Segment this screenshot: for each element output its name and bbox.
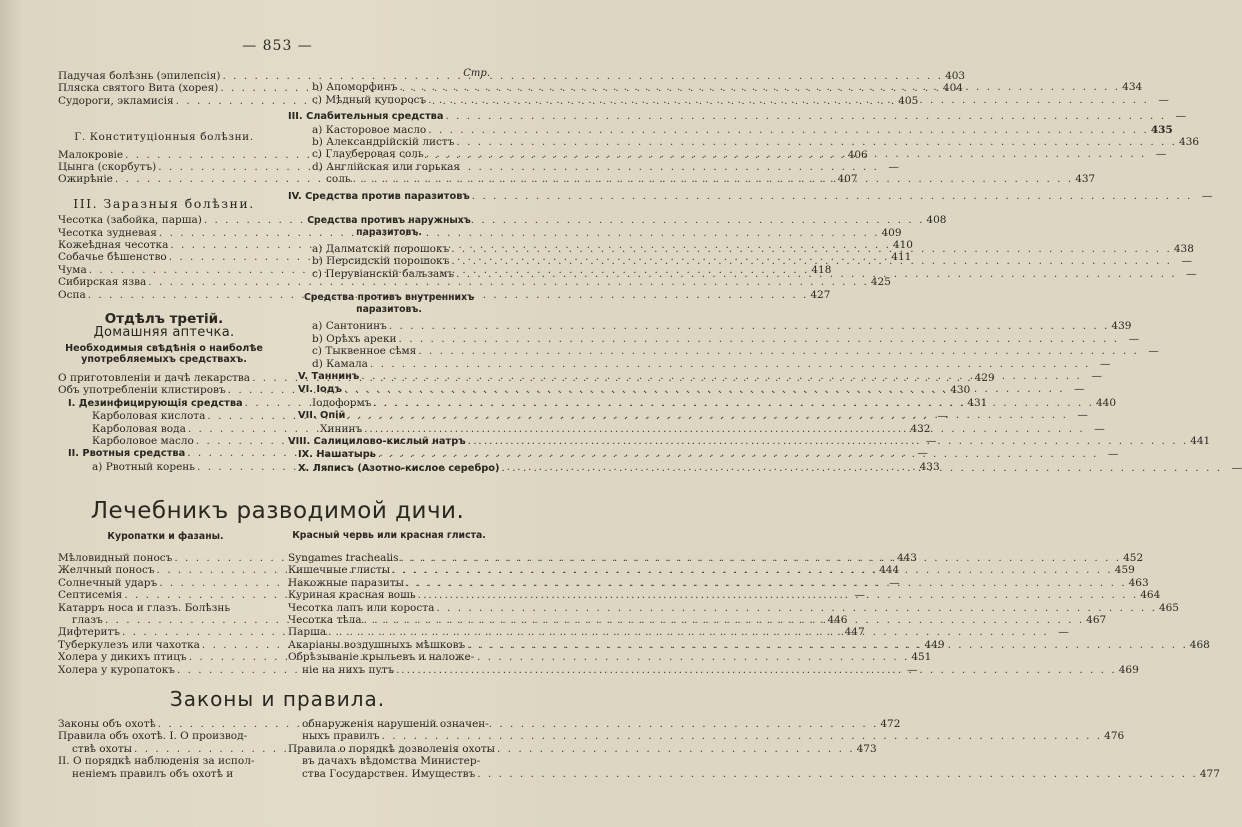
index-entry: a) Далматскій порошокъ . . . 438 [288,243,490,255]
index-entry: Падучая болѣзнь (эпилепсія) . . . 403 [58,70,270,82]
index-entry: Куриная красная вошь . . . 464 [288,589,490,601]
index-entry: Карболовая вода . . . 432 [58,423,270,435]
index-entry: Септисемія . . . — [58,589,270,601]
hospital-title: Лечебникъ разводимой дичи. [90,498,465,524]
part-title: Отдѣлъ третій. [104,311,224,328]
index-entry: c) Перувіанскій бальзамъ . . . — [288,268,490,280]
index-entry: Ожирѣніе . . . 407 [58,173,270,185]
index-entry: c) Глауберовая соль . . . — [288,148,490,160]
index-entry: b) Александрійскій листъ . . . 436 [288,136,490,148]
index-entry: ныхъ правилъ . . . 476 [288,730,490,742]
group-entry: VI. Іодъ . . . — [288,383,490,396]
index-entry: а) Рвотный корень . . . 433 [58,461,270,473]
index-entry: b) Орѣхъ ареки . . . — [288,333,490,345]
index-entry-start: Правила о порядкѣ дозволенія охоты [288,742,496,755]
index-entry-start: Катарръ носа и глазъ. Болѣзнь [58,601,231,614]
inner-parasites-heading: Средства противъ внутреннихъ паразитовъ. [303,292,475,315]
index-entry: Чесотка (забойка, парша) . . . 408 [58,214,270,226]
index-entry: Желчный поносъ . . . 444 [58,564,270,576]
section-heading-f: Г. Конституціонныя болѣзни. [74,131,254,144]
index-entry-start: II. О порядкѣ наблюденія за испол- [58,755,255,768]
group-entry: VII. Опій . . . — [288,409,490,422]
page-column-label: Стр. [463,68,490,79]
meds-heading: Необходимыя свѣдѣнія о наиболѣе употребляемыхъ средствахъ. [65,342,263,366]
index-entry: Собачье бѣшенство . . . 411 [58,251,270,263]
index-entry: Объ употребленіи клистировъ . . . 430 [58,384,270,396]
index-entry: b) Персидскій порошокъ . . . — [288,255,490,267]
index-entry: Солнечный ударъ . . . — [58,577,270,589]
index-entry-start: Обрѣзываніе крыльевъ и наложе- [288,651,475,664]
index-entry-start: Правила объ охотѣ. I. О производ- [58,730,248,743]
section-heading-iii: III. Заразныя болѣзни. [73,195,255,211]
worm-heading: Красный червь или красная глиста. [292,530,486,541]
index-entry: глазъ . . . 446 [58,614,270,626]
index-entry: Сибирская язва . . . 425 [58,276,270,288]
index-entry-start: d) Англійская или горькая [312,160,461,173]
index-entry: Іодоформъ . . . 440 [288,397,490,409]
index-entry: Парша . . . — [288,626,490,638]
index-entry: Кишечные глисты . . . 459 [288,564,490,576]
index-entry: ства Государствен. Имуществъ . . . 477 [288,768,490,780]
index-entry: c) Мѣдный купоросъ . . . — [288,94,490,106]
index-entry: d) Камала . . . — [288,358,490,370]
index-entry: Кожеѣдная чесотка . . . 410 [58,239,270,251]
index-entry: a) Касторовое масло . . . 435 [288,124,490,136]
index-entry: Туберкулезъ или чахотка . . . 449 [58,639,270,651]
index-entry: Законы объ охотѣ . . . 472 [58,718,270,730]
index-entry: Малокровіе . . . 406 [58,149,270,161]
index-entry: Дифтеритъ . . . 447 [58,626,270,638]
index-entry-cont: обнаруженія нарушеній означен- [302,718,489,730]
part-subtitle: Домашняя аптечка. [93,324,235,340]
index-entry: Судороги, экламисія . . . 405 [58,95,270,107]
index-entry: Чесотка зудневая . . . 409 [58,227,270,239]
index-entry: ствѣ охоты . . . 473 [58,743,270,755]
index-entry: Чума . . . 418 [58,264,270,276]
page-number: — 853 — [242,38,313,54]
index-entry: ніе на нихъ путъ . . . 469 [288,664,490,676]
index-entry: Оспа . . . 427 [58,289,270,301]
index-entry: Карболовая кислота . . . — [58,410,270,422]
index-entry: Карболовое масло . . . — [58,435,270,447]
index-entry: Цынга (скорбутъ) . . . — [58,161,270,173]
index-entry: Syngames trachealis . . . 452 [288,552,490,564]
group-entry: III. Слабительныя средства . . . — [288,110,490,123]
index-entry: b) Апоморфинъ . . . 434 [288,81,490,93]
index-entry: Холера у куропатокъ . . . — [58,664,270,676]
group-entry: VIII. Салицилово-кислый натръ . . . 441 [288,435,490,448]
outer-parasites-heading: Средства противъ наружныхъ паразитовъ. [307,215,471,238]
index-entry: О приготовленіи и дачѣ лекарства . . . 429 [58,372,270,384]
index-entry: соль . . . 437 [288,173,490,185]
partridges-heading: Куропатки и фазаны. [107,531,224,542]
index-entry-cont: въ дачахъ вѣдомства Министер- [302,755,481,768]
group-entry: I. Дезинфицирующія средства . . . 431 [58,397,270,410]
index-entry: c) Тыквенное сѣмя . . . — [288,345,490,357]
index-entry: Холера у дикихъ птицъ . . . 451 [58,651,270,663]
group-entry: IV. Средства против паразитовъ . . . — [288,190,490,203]
group-entry: X. Ляписъ (Азотно-кислое серебро) . . . — [288,462,490,475]
index-entry: a) Сантонинъ . . . 439 [288,320,490,332]
index-entry: Акаріаны воздушныхъ мѣшковъ . . . 468 [288,639,490,651]
laws-title: Законы и правила. [169,687,386,711]
index-entry: Чесотка тѣла . . . 467 [288,614,490,626]
index-entry: Чесотка лапъ или короста . . . 465 [288,602,490,614]
group-entry: V. Таннинъ . . . — [288,370,490,383]
index-entry: Мѣловидный поносъ . . . 443 [58,552,270,564]
group-entry: IX. Нашатырь . . . — [288,448,490,461]
index-entry: Хининъ . . . — [288,423,490,435]
index-entry-cont: неніемъ правилъ объ охотѣ и [72,767,234,780]
index-entry: Пляска святого Вита (хорея) . . . 404 [58,82,270,94]
index-entry: Накожные паразиты . . . 463 [288,577,490,589]
group-entry: II. Рвотныя средства . . . — [58,447,270,460]
